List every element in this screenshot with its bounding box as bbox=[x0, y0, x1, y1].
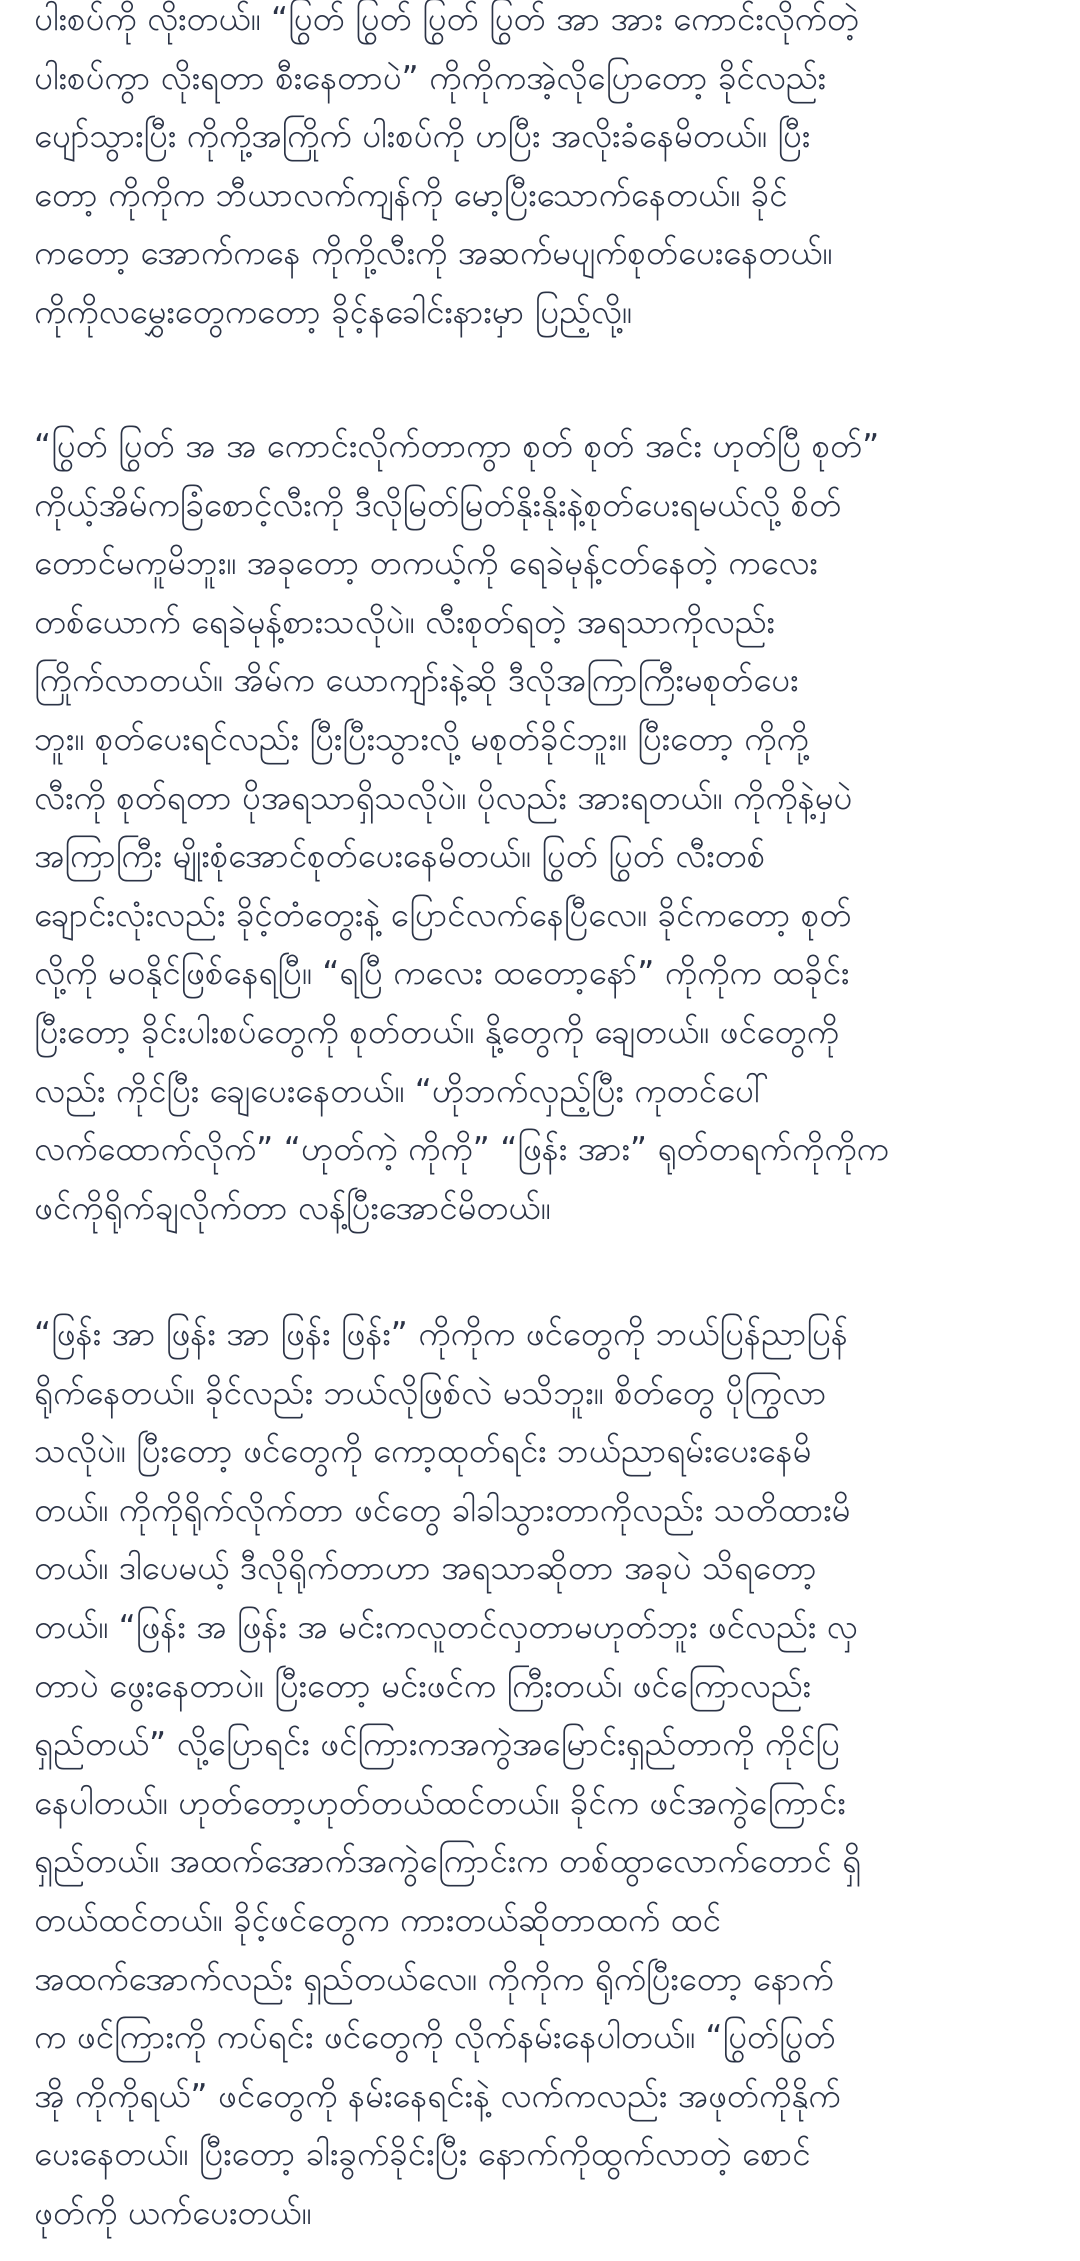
text-line: ပျော်သွားပြီး ကိုကို့အကြိုက် ပါးစပ်ကို ဟပြီး အလိုးခံနေမိတယ်။ ပြီး bbox=[34, 116, 811, 156]
text-line: ဘူး။ စုတ်ပေးရင်လည်း ပြီးပြီးသွားလို့ မစုတ်ခိုင်ဘူး။ ပြီးတော့ ကိုကို့ bbox=[34, 718, 809, 758]
text-line: တယ်။ ကိုကိုရိုက်လိုက်တာ ဖင်တွေ ခါခါသွားတာကိုလည်း သတိထားမိ bbox=[34, 1489, 851, 1529]
text-line: က ဖင်ကြားကို ကပ်ရင်း ဖင်တွေကို လိုက်နမ်းနေပါတယ်။ “ပြွတ်ပြွတ် bbox=[34, 2017, 836, 2057]
text-line: ကိုယ့်အိမ်ကခြံစောင့်လီးကို ဒီလိုမြတ်မြတ်နိုးနိုးနဲ့စုတ်ပေးရမယ်လို့ စိတ် bbox=[34, 484, 842, 524]
text-line: ရှည်တယ်” လို့ပြောရင်း ဖင်ကြားကအကွဲအမြောင်းရှည်တာကို ကိုင်ပြ bbox=[34, 1724, 840, 1764]
text-line: ဖုတ်ကို ယက်ပေးတယ်။ bbox=[34, 2192, 312, 2232]
text-line: ကတော့ အောက်ကနေ ကိုကို့လီးကို အဆက်မပျက်စုတ်ပေးနေတယ်။ bbox=[34, 233, 833, 273]
text-line: တာပဲ ဖွေးနေတာပဲ။ ပြီးတော့ မင်းဖင်က ကြီးတယ်၊ ဖင်ကြောလည်း bbox=[34, 1665, 811, 1705]
text-line: ကြိုက်လာတယ်။ အိမ်က ယောကျာ်းနဲ့ဆို ဒီလိုအကြာကြီးမစုတ်ပေး bbox=[34, 660, 799, 700]
text-line: နေပါတယ်။ ဟုတ်တော့ဟုတ်တယ်ထင်တယ်။ ခိုင်က ဖင်အကွဲကြောင်း bbox=[34, 1782, 846, 1822]
paragraph-2 bbox=[34, 417, 1049, 1237]
text-line: သလိုပဲ။ ပြီးတော့ ဖင်တွေကို ကော့ထုတ်ရင်း ဘယ်ညာရမ်းပေးနေမိ bbox=[34, 1431, 812, 1471]
text-line: တောင်မကူမိဘူး။ အခုတော့ တကယ့်ကို ရေခဲမုန့်ငတ်နေတဲ့ ကလေး bbox=[34, 543, 818, 583]
text-line: ပြီးတော့ ခိုင်းပါးစပ်တွေကို စုတ်တယ်။ နို့တွေကို ချေတယ်။ ဖင်တွေကို bbox=[34, 1011, 839, 1051]
text-line: အို ကိုကိုရယ်” ဖင်တွေကို နမ်းနေရင်းနဲ့ လက်ကလည်း အဖုတ်ကိုနိုက် bbox=[34, 2075, 841, 2115]
text-line: “ဖြန်း အာ ဖြန်း အာ ဖြန်း ဖြန်း” ကိုကိုက ဖင်တွေကို ဘယ်ပြန်ညာပြန် bbox=[34, 1314, 848, 1353]
text-line: လည်း ကိုင်ပြီး ချေပေးနေတယ်။ “ဟိုဘက်လှည့်ပြီး ကုတင်ပေါ် bbox=[34, 1070, 769, 1110]
text-line: ရှည်တယ်။ အထက်အောက်အကွဲကြောင်းက တစ်ထွာလောက်တောင် ရှိ bbox=[34, 1841, 862, 1881]
text-line: ပေးနေတယ်။ ပြီးတော့ ခါးခွက်ခိုင်းပြီး နောက်ကိုထွက်လာတဲ့ စောင် bbox=[34, 2134, 811, 2174]
text-line: လီးကို စုတ်ရတာ ပိုအရသာရှိသလိုပဲ။ ပိုလည်း အားရတယ်။ ကိုကိုနဲ့မှပဲ bbox=[34, 777, 853, 817]
text-line: တော့ ကိုကိုက ဘီယာလက်ကျန်ကို မော့ပြီးသောက်နေတယ်။ ခိုင် bbox=[34, 174, 788, 214]
paragraph-1 bbox=[34, 0, 1049, 342]
text-line: “ပြွတ် ပြွတ် အ အ ကောင်းလိုက်တာကွာ စုတ် စုတ် အင်း ဟုတ်ပြီ စုတ်” bbox=[34, 426, 880, 465]
text-line: အကြာကြီး မျိုးစုံအောင်စုတ်ပေးနေမိတယ်။ ပြွတ် ပြွတ် လီးတစ် bbox=[34, 836, 766, 876]
text-line: တယ်။ “ဖြန်း အ ဖြန်း အ မင်းကလူတင်လှတာမဟုတ်ဘူး ဖင်လည်း လှ bbox=[34, 1606, 858, 1646]
text-line: တယ်။ ဒါပေမယ့် ဒီလိုရိုက်တာဟာ အရသာဆိုတာ အခုပဲ သိရတော့ bbox=[34, 1548, 817, 1588]
text-line: လက်ထောက်လိုက်” “ဟုတ်ကဲ့ ကိုကို” “ဖြန်း အား” ရုတ်တရက်ကိုကိုက bbox=[34, 1129, 889, 1169]
text-line: တယ်ထင်တယ်။ ခိုင့်ဖင်တွေက ကားတယ်ဆိုတာထက် ထင် bbox=[34, 1899, 721, 1939]
text-line: ပါးစပ်ကို လိုးတယ်။ “ပြွတ် ပြွတ် ပြွတ် ပြွတ် အာ အား ကောင်းလိုက်တဲ့ bbox=[34, 0, 859, 38]
text-line: ချောင်းလုံးလည်း ခိုင့်တံတွေးနဲ့ ပြောင်လက်နေပြီလေ။ ခိုင်ကတော့ စုတ် bbox=[34, 894, 852, 934]
text-line: အထက်အောက်လည်း ရှည်တယ်လေ။ ကိုကိုက ရိုက်ပြီးတော့ နောက် bbox=[34, 1958, 834, 1998]
paragraph-3 bbox=[34, 1305, 1049, 2243]
text-line: တစ်ယောက် ရေခဲမုန့်စားသလိုပဲ။ လီးစုတ်ရတဲ့ အရသာကိုလည်း bbox=[34, 601, 775, 641]
text-line: ရိုက်နေတယ်။ ခိုင်လည်း ဘယ်လိုဖြစ်လဲ မသိဘူး။ စိတ်တွေ ပိုကြွလာ bbox=[34, 1372, 827, 1412]
text-line: ကိုကိုလမွှေးတွေကတော့ ခိုင့်နခေါင်းနားမှာ ပြည့်လို့။ bbox=[34, 291, 632, 331]
text-line: ပါးစပ်ကွာ လိုးရတာ စီးနေတာပဲ” ကိုကိုကအဲ့လိုပြောတော့ ခိုင်လည်း bbox=[34, 57, 826, 97]
text-line: ဖင်ကိုရိုက်ချလိုက်တာ လန့်ပြီးအောင်မိတယ်။ bbox=[34, 1187, 551, 1227]
text-line: လို့ကို မဝနိုင်ဖြစ်နေရပြီ။ “ရပြီ ကလေး ထတော့နော်” ကိုကိုက ထခိုင်း bbox=[34, 953, 850, 993]
